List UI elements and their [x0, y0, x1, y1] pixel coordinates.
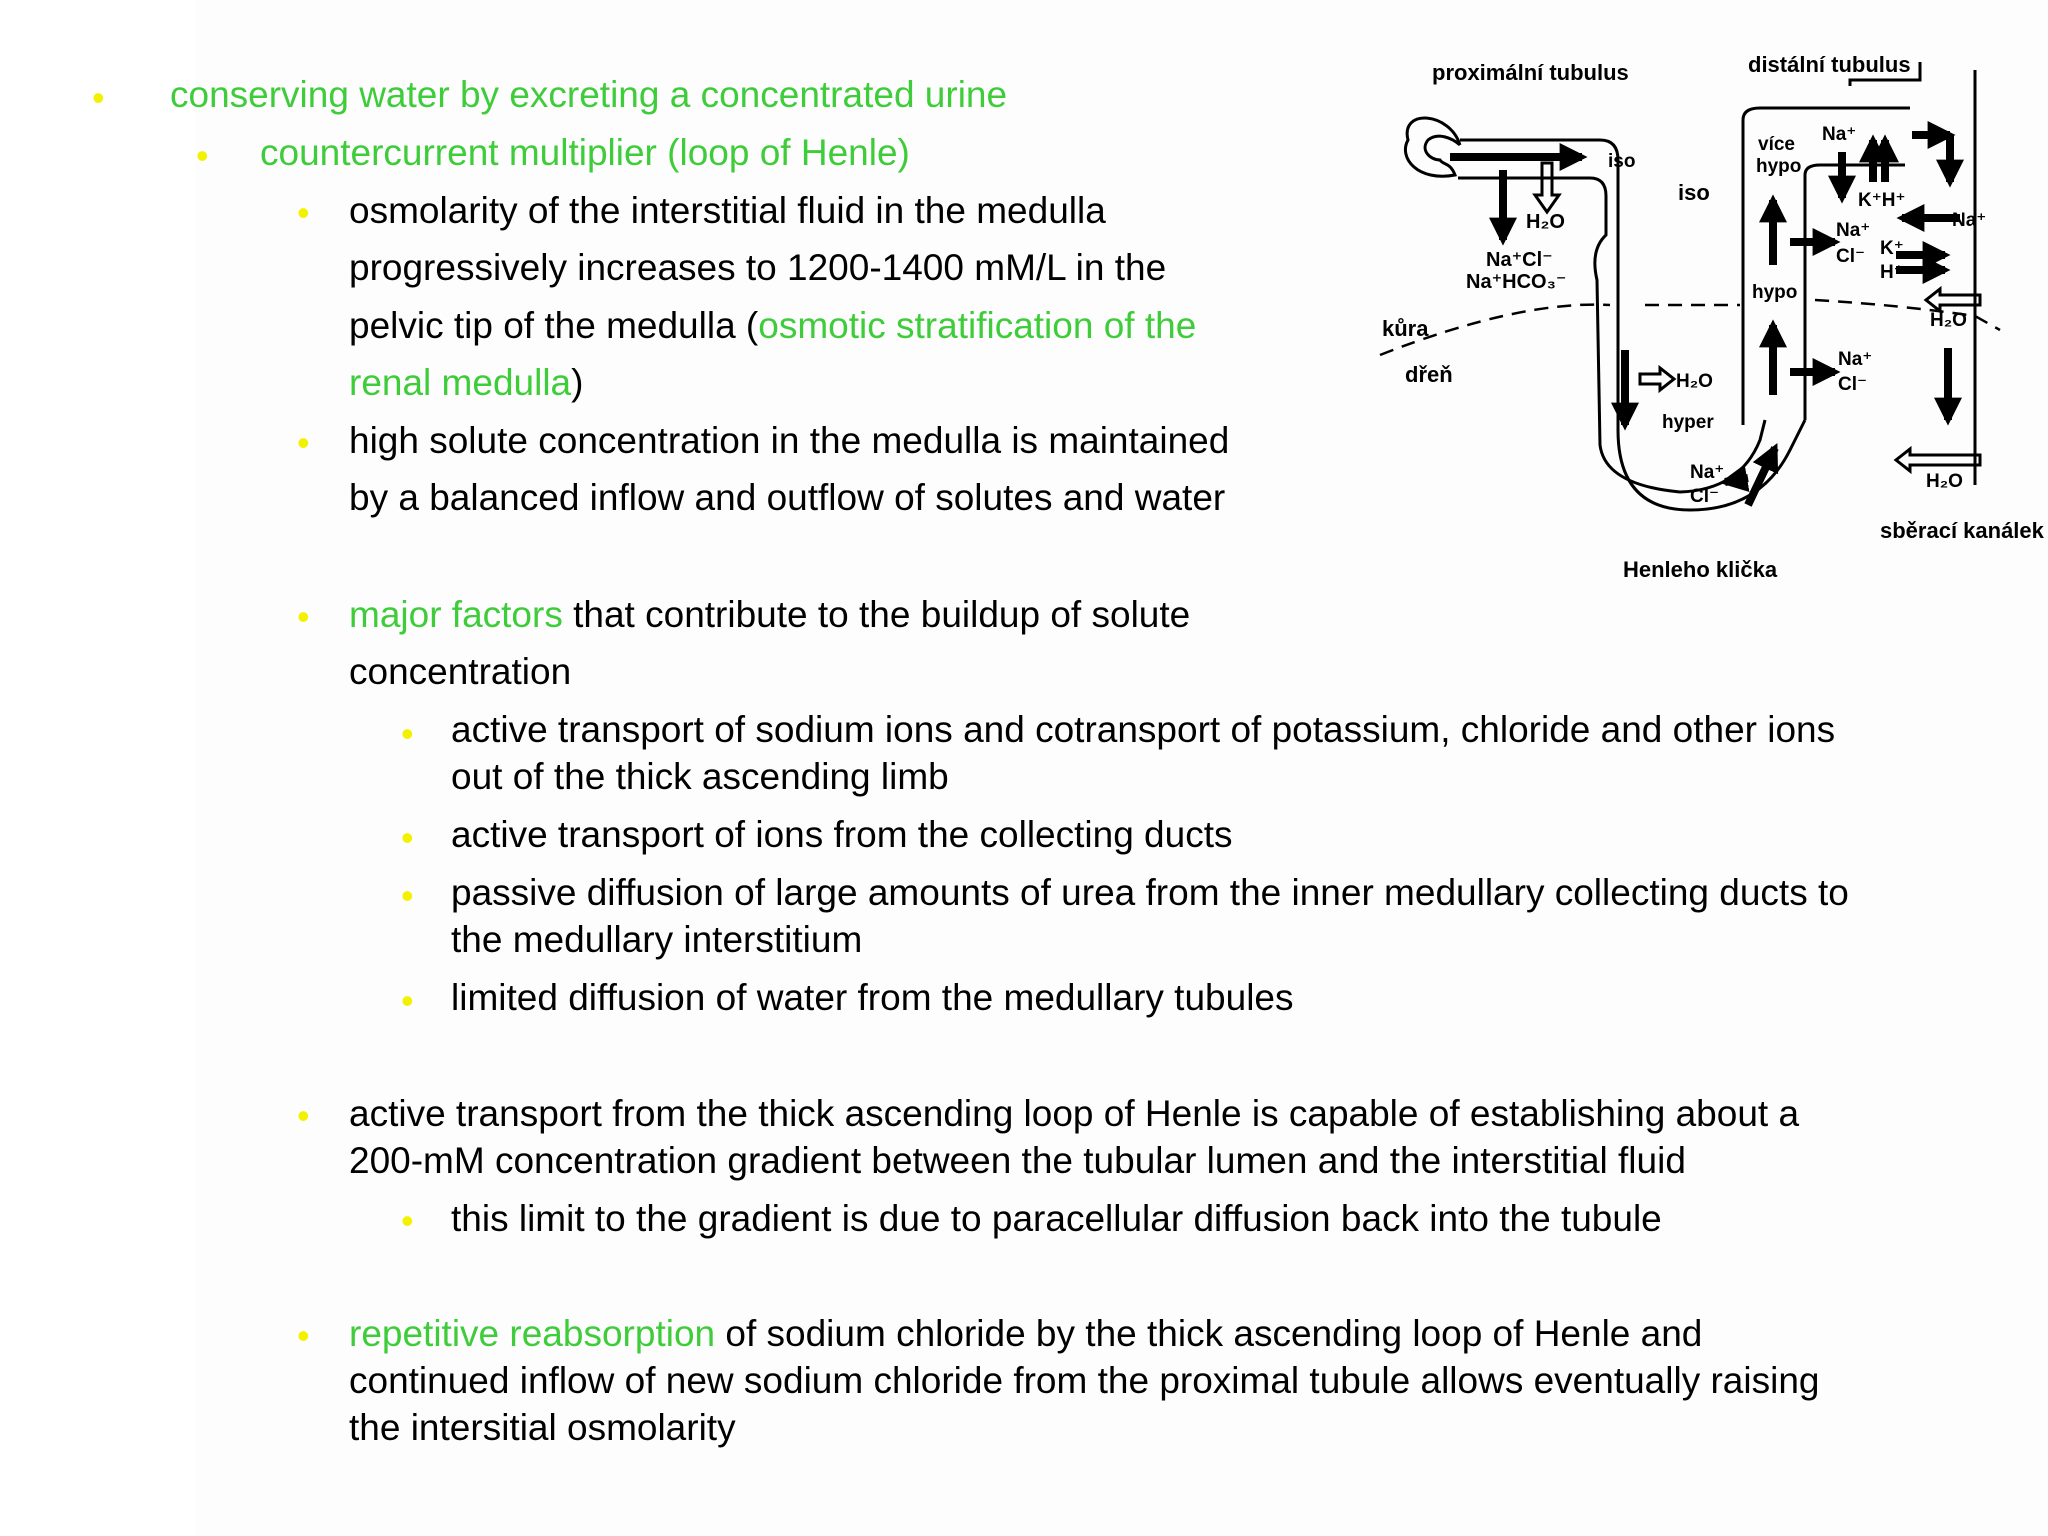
nephron-diagram — [1370, 40, 2048, 600]
major-factors-line-1 — [349, 586, 1190, 643]
osmolarity-line-1: osmolarity of the interstitial fluid in the medulla — [349, 190, 1106, 231]
label-sberaci-kanalek: sběrací kanálek — [1880, 518, 2044, 543]
closing-paren: ) — [571, 362, 584, 403]
label-h2o-prox: H₂O — [1526, 211, 1565, 233]
factor-4: limited diffusion of water from the medullary tubules — [451, 977, 1294, 1018]
bullet: • — [297, 192, 310, 233]
active-transport-line-1: active transport from the thick ascending loop of Henle is capable of establishing about a — [349, 1093, 1800, 1134]
label-nahco3-prox: Na⁺HCO₃⁻ — [1466, 271, 1567, 293]
label-h2o-cd1: H₂O — [1930, 310, 1967, 331]
bullet: • — [92, 77, 105, 118]
label-henleho-klicka: Henleho klička — [1623, 557, 1778, 582]
osmolarity-line-3-text: pelvic tip of the medulla ( — [349, 305, 759, 346]
repetitive-text: of sodium chloride by the thick ascending loop of Henle and — [715, 1313, 1703, 1354]
label-na-right: Na⁺ — [1952, 210, 1987, 231]
osmolarity-line-3 — [349, 297, 1196, 354]
label-cl-low: Cl⁻ — [1690, 486, 1720, 507]
label-proximal-tubulus: proximální tubulus — [1432, 60, 1629, 85]
repetitive-line-3: the intersitial osmolarity — [349, 1407, 736, 1448]
osmotic-stratification-term: osmotic stratification of the — [758, 305, 1197, 346]
label-k-mid: K⁺ — [1880, 238, 1904, 259]
osmolarity-line-2: progressively increases to 1200-1400 mM/L in the — [349, 247, 1167, 288]
label-na-dist-low: Na⁺ — [1838, 349, 1873, 370]
factor-1-line-1: active transport of sodium ions and cotransport of potassium, chloride and other ions — [451, 709, 1836, 750]
bullet: • — [401, 817, 414, 858]
label-h2o-cd2: H₂O — [1926, 471, 1963, 492]
label-kura: kůra — [1382, 316, 1429, 341]
label-iso-small: iso — [1608, 151, 1636, 172]
label-iso-big: iso — [1678, 180, 1710, 205]
bullet: • — [297, 1315, 310, 1356]
bullet: • — [401, 980, 414, 1021]
solute-line-2: by a balanced inflow and outflow of solutes and water — [349, 477, 1226, 518]
label-na-top: Na⁺ — [1822, 124, 1857, 145]
bullet: • — [401, 875, 414, 916]
active-transport-line-2: 200-mM concentration gradient between the tubular lumen and the interstitial fluid — [349, 1140, 1686, 1181]
label-hypo-mid: hypo — [1752, 282, 1798, 303]
label-na-low: Na⁺ — [1690, 462, 1725, 483]
proximal-convolution — [1405, 118, 1460, 176]
major-factors-text: that contribute to the buildup of solute — [562, 594, 1191, 635]
label-nacl-prox: Na⁺Cl⁻ — [1486, 249, 1553, 271]
bullet: • — [297, 422, 310, 463]
major-factors-line-2: concentration — [349, 651, 572, 692]
gradient-limit: this limit to the gradient is due to paracellular diffusion back into the tubule — [451, 1198, 1662, 1239]
heading-conserving-water: conserving water by excreting a concentrated urine — [170, 74, 1008, 115]
label-distal-tubulus: distální tubulus — [1748, 52, 1911, 77]
label-vice: více — [1758, 134, 1795, 155]
renal-medulla-term: renal medulla — [349, 362, 572, 403]
osmolarity-line-4 — [349, 354, 583, 411]
bullet: • — [401, 1200, 414, 1241]
repetitive-line-1 — [349, 1310, 1702, 1357]
factor-3-line-2: the medullary interstitium — [451, 919, 863, 960]
bullet: • — [297, 596, 310, 637]
label-cl-mid: Cl⁻ — [1836, 246, 1866, 267]
h2o-cd1-hollow-arrow — [1926, 289, 1980, 311]
bullet: • — [297, 1095, 310, 1136]
label-hyper: hyper — [1662, 412, 1714, 433]
label-hypo-top: hypo — [1756, 156, 1802, 177]
h2o-desc-hollow-arrow — [1640, 368, 1674, 390]
bullet: • — [401, 713, 414, 754]
major-factors-term: major factors — [349, 594, 563, 635]
h2o-prox-hollow-arrow — [1535, 163, 1559, 212]
bullet: • — [196, 135, 209, 176]
label-kh: K⁺H⁺ — [1858, 190, 1906, 211]
repetitive-reabsorption-term: repetitive reabsorption — [349, 1313, 716, 1354]
factor-1-line-2: out of the thick ascending limb — [451, 756, 949, 797]
repetitive-line-2: continued inflow of new sodium chloride from the proximal tubule allows eventually raising — [349, 1360, 1820, 1401]
label-dren: dřeň — [1405, 362, 1453, 387]
h2o-cd2-hollow-arrow — [1896, 449, 1980, 471]
factor-3-line-1: passive diffusion of large amounts of urea from the inner medullary collecting ducts to — [451, 872, 1849, 913]
subheading-countercurrent: countercurrent multiplier (loop of Henle) — [260, 132, 910, 173]
label-h-mid: H⁺ — [1880, 262, 1904, 283]
solute-line-1: high solute concentration in the medulla is maintained — [349, 420, 1230, 461]
label-h2o-desc: H₂O — [1676, 371, 1713, 392]
factor-2: active transport of ions from the collecting ducts — [451, 814, 1233, 855]
label-cl-dist-low: Cl⁻ — [1838, 374, 1868, 395]
label-na-mid: Na⁺ — [1836, 220, 1871, 241]
na-loop-arrow — [1725, 478, 1748, 482]
